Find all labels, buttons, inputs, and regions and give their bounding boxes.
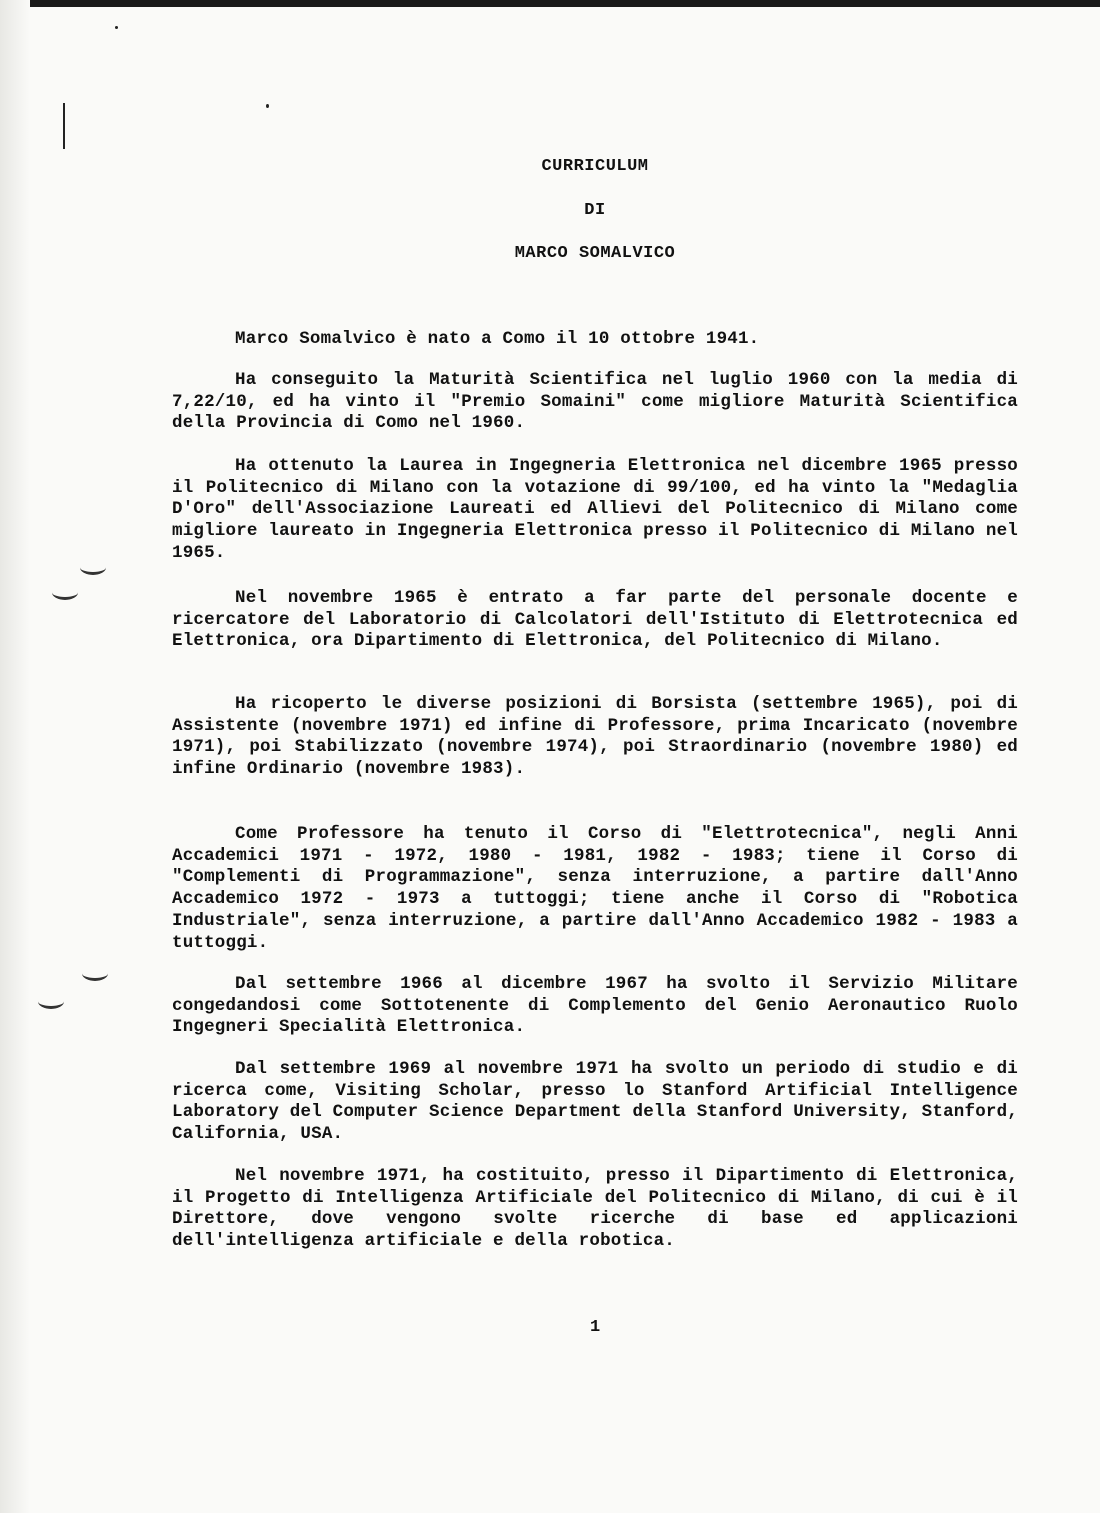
scan-speck <box>115 26 118 29</box>
punch-hole-mark <box>38 994 64 1009</box>
paragraph-birth: Marco Somalvico è nato a Como il 10 ottobre 1941. <box>235 329 760 349</box>
page-number: 1 <box>590 1318 601 1337</box>
scan-top-edge <box>30 0 1100 7</box>
paragraph-maturita: Ha conseguito la Maturità Scientifica nel luglio 1960 con la media di 7,22/10, ed ha vinto il "Premio Somaini" come migliore Maturità Scientifica della Provincia di Como nel 1960. <box>172 370 1018 434</box>
paragraph-positions: Ha ricoperto le diverse posizioni di Borsista (settembre 1965), poi di Assistente (novembre 1971) ed infine di Professore, prima Incaricato (novembre 1971), poi Stabilizzato (novembre 1974), poi Straordinario (novembre 1980) ed infine Ordinario (novembre 1983). <box>172 694 1018 780</box>
paragraph-staff: Nel novembre 1965 è entrato a far parte del personale docente e ricercatore del Laboratorio di Calcolatori dell'Istituto di Elettrotecnica ed Elettronica, ora Dipartimento di Elettronica, del Politecnico di Milano. <box>172 588 1018 652</box>
punch-hole-mark <box>82 966 108 981</box>
paragraph-ai-project: Nel novembre 1971, ha costituito, presso il Dipartimento di Elettronica, il Progetto di Intelligenza Artificiale del Politecnico di Milano, di cui è il Direttore, dove vengono svolte ricerche di base ed applicazioni dell'intelligenza artificiale e della robotica. <box>172 1166 1018 1252</box>
scan-speck <box>266 104 269 108</box>
title-name: MARCO SOMALVICO <box>514 244 676 263</box>
scan-mark-line <box>63 103 65 149</box>
paragraph-courses: Come Professore ha tenuto il Corso di "Elettrotecnica", negli Anni Accademici 1971 - 1972, 1980 - 1981, 1982 - 1983; tiene il Corso di "Complementi di Programmazione", senza interruzione, a partire dall'Anno Accademico 1972 - 1973 a tuttoggi; tiene anche il Corso di "Robotica Industriale", senza interruzione, a partire dall'Anno Accademico 1982 - 1983 a tuttoggi. <box>172 824 1018 953</box>
scan-left-shadow <box>0 0 30 1513</box>
punch-hole-mark <box>80 560 106 575</box>
paragraph-laurea: Ha ottenuto la Laurea in Ingegneria Elettronica nel dicembre 1965 presso il Politecnico di Milano con la votazione di 99/100, ed ha vinto la "Medaglia D'Oro" dell'Associazione Laureati ed Allievi del Politecnico di Milano come migliore laureato in Ingegneria Elettronica presso il Politecnico di Milano nel 1965. <box>172 456 1018 563</box>
title-curriculum: CURRICULUM <box>541 157 649 176</box>
paragraph-stanford: Dal settembre 1969 al novembre 1971 ha svolto un periodo di studio e di ricerca come, Visiting Scholar, presso lo Stanford Artificial Intelligence Laboratory del Computer Science Department della Stanford University, Stanford, California, USA. <box>172 1059 1018 1145</box>
punch-hole-mark <box>52 585 78 600</box>
title-di: DI <box>584 201 606 220</box>
paragraph-military: Dal settembre 1966 al dicembre 1967 ha svolto il Servizio Militare congedandosi come Sottotenente di Complemento del Genio Aeronautico Ruolo Ingegneri Specialità Elettronica. <box>172 974 1018 1038</box>
